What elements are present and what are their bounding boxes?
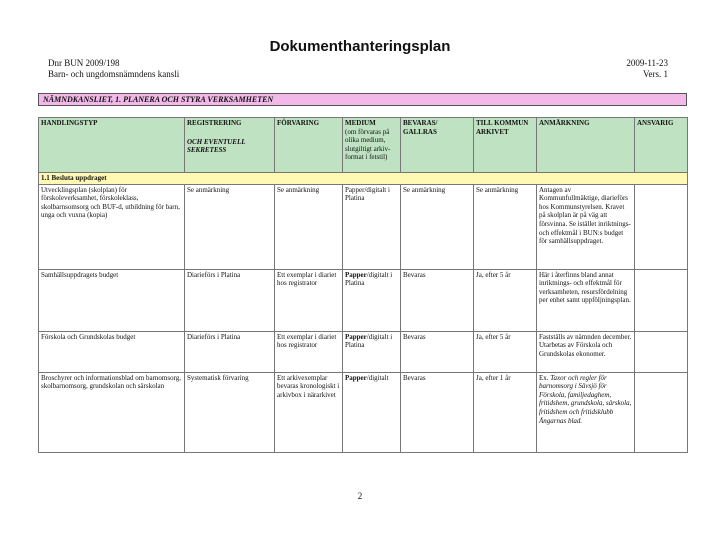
table-row <box>39 269 688 331</box>
cell-medium-bold: Papper <box>345 373 367 382</box>
cell-anmarkning <box>537 372 635 452</box>
cell-ansvarig <box>635 331 688 372</box>
cell-medium <box>343 184 401 269</box>
header-anmarkning: ANMÄRKNING <box>537 118 635 173</box>
cell-till-kommunarkivet: Ja, efter 5 år <box>474 269 537 331</box>
header-registrering <box>185 118 275 173</box>
header-ansvarig: ANSVARIG <box>635 118 688 173</box>
cell-medium-bold: Papper <box>345 332 367 341</box>
cell-bevaras: Bevaras <box>401 331 474 372</box>
header-medium <box>343 118 401 173</box>
cell-anmarkning-italic: Taxor och regler för barnomsorg i Sävsjö för Förskola, familjedaghem, fritidshem, grundskola, särskola, fritidshem och fritidsklubb Ängarnas blad. <box>539 373 632 425</box>
cell-forvaring: Ett exemplar i diariet hos registrator <box>275 331 343 372</box>
cell-ansvarig <box>635 269 688 331</box>
cell-medium <box>343 372 401 452</box>
table-row <box>39 372 688 452</box>
cell-registrering: Diarieförs i Platina <box>185 269 275 331</box>
document-date: 2009-11-23 <box>626 58 668 68</box>
document-header-right <box>626 58 668 80</box>
header-medium-label: MEDIUM <box>345 119 376 127</box>
cell-handlingstyp: Utvecklingsplan (skolplan) för förskoleverksamhet, förskoleklass, skolbarnsomsorg och BUF-d, utbildning för barn, unga och vuxna (kopia) <box>39 184 185 269</box>
cell-medium-rest: /digitalt <box>366 373 389 382</box>
cell-medium <box>343 269 401 331</box>
header-bevaras: BEVARAS/ GALLRAS <box>401 118 474 173</box>
cell-anmarkning <box>537 269 635 331</box>
section-title: NÄMNDKANSLIET, 1. PLANERA OCH STYRA VERKSAMHETEN <box>38 93 687 106</box>
cell-ansvarig <box>635 372 688 452</box>
cell-forvaring: Ett arkivexemplar bevaras kronologiskt i arkivbox i närarkivet <box>275 372 343 452</box>
cell-bevaras: Bevaras <box>401 372 474 452</box>
table-row <box>39 184 688 269</box>
cell-anmarkning-text: Här i återfinns bland annat inriktnings- och effektmål för verksamheten, resursfördelning per enhet samt uppföljningsplan. <box>539 270 631 305</box>
diary-number: Dnr BUN 2009/198 <box>48 58 120 68</box>
cell-handlingstyp: Samhällsuppdragets budget <box>39 269 185 331</box>
cell-medium-rest: Papper/digitalt i Platina <box>345 185 390 203</box>
department-name: Barn- och ungdomsnämndens kansli <box>48 69 180 79</box>
cell-handlingstyp: Broschyrer och informationsblad om barnomsorg, skolbarnomsorg, grundskolan och särskolan <box>39 372 185 452</box>
header-forvaring: FÖRVARING <box>275 118 343 173</box>
subsection-title: 1.1 Besluta uppdraget <box>39 173 688 185</box>
cell-medium-rest: /digitalt i Platina <box>345 270 393 288</box>
header-registrering-sub: OCH EVENTUELL SEKRETESS <box>187 137 246 155</box>
document-management-table <box>38 117 688 453</box>
cell-till-kommunarkivet: Se anmärkning <box>474 184 537 269</box>
header-medium-sub: (om förvaras på olika medium, slutgiltigt arkiv-format i fetstil) <box>345 127 391 162</box>
cell-till-kommunarkivet: Ja, efter 5 år <box>474 331 537 372</box>
cell-handlingstyp: Förskola och Grundskolas budget <box>39 331 185 372</box>
cell-medium <box>343 331 401 372</box>
cell-anmarkning <box>537 184 635 269</box>
cell-till-kommunarkivet: Ja, efter 1 år <box>474 372 537 452</box>
cell-anmarkning-text: Ex. <box>539 373 551 382</box>
cell-ansvarig <box>635 184 688 269</box>
page-number: 2 <box>357 491 363 501</box>
subsection-row <box>39 173 688 185</box>
cell-anmarkning <box>537 331 635 372</box>
cell-anmarkning-text: Fastställs av nämnden december. Utarbetas av Förskola och Grundskolas ekonomer. <box>539 332 632 358</box>
header-handlingstyp: HANDLINGSTYP <box>39 118 185 173</box>
cell-registrering: Diarieförs i Platina <box>185 331 275 372</box>
document-header-left <box>48 58 179 80</box>
cell-bevaras: Bevaras <box>401 269 474 331</box>
cell-forvaring: Ett exemplar i diariet hos registrator <box>275 269 343 331</box>
header-registrering-label: REGISTRERING <box>187 119 242 127</box>
table-row <box>39 331 688 372</box>
cell-registrering: Systematisk förvaring <box>185 372 275 452</box>
cell-anmarkning-text: Antagen av Kommunfullmäktige, diarieförs hos Kommunstyrelsen. Kravet på skolplan är på väg att försvinna. Se istället inriktnings- och effektmål i BUN:s budget för samhällsuppdraget. <box>539 185 631 246</box>
cell-bevaras: Se anmärkning <box>401 184 474 269</box>
document-version: Vers. 1 <box>643 69 668 79</box>
document-title: Dokumenthanteringsplan <box>269 38 451 55</box>
table-header-row <box>39 118 688 173</box>
cell-registrering: Se anmärkning <box>185 184 275 269</box>
cell-forvaring: Se anmärkning <box>275 184 343 269</box>
cell-medium-rest: /digitalt i Platina <box>345 332 393 350</box>
cell-medium-bold: Papper <box>345 270 367 279</box>
header-till-kommunarkivet: TILL KOMMUN ARKIVET <box>474 118 537 173</box>
